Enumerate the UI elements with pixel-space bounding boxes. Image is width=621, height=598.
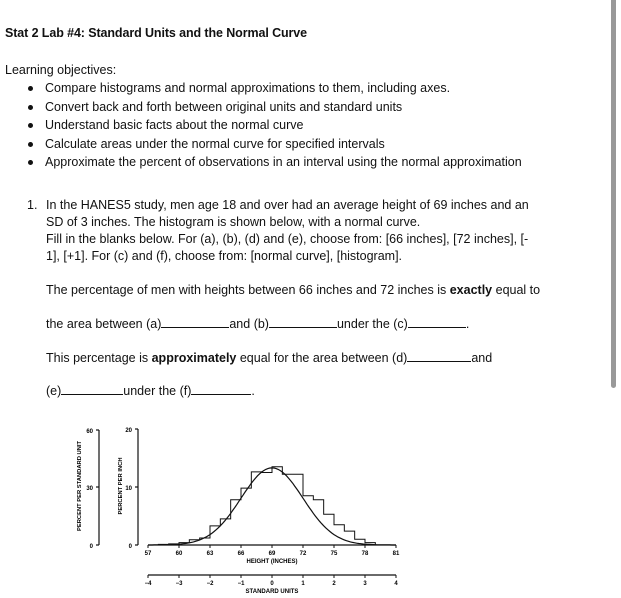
question-number: 1. [27, 198, 38, 212]
x-ticks-std [145, 575, 399, 587]
approx-statement: This percentage is approximately equal for the area between (d) and [46, 351, 493, 365]
x-std-tick-label: −4 [144, 581, 152, 587]
x-tick-label: 57 [144, 551, 152, 557]
x-tick-label: 69 [268, 551, 276, 557]
y-std-tick: 0 [89, 544, 93, 550]
blank-line-2: (e) under the (f) . [46, 384, 255, 398]
x-tick-label: 72 [299, 551, 307, 557]
exact-statement: The percentage of men with heights between 66 inches and 72 inches is exactly equal to [46, 283, 541, 297]
x-std-tick-label: 4 [394, 581, 398, 587]
vertical-scrollbar[interactable] [611, 0, 616, 388]
objective-item: Calculate areas under the normal curve for specified intervals [26, 135, 522, 154]
x-axis-label: HEIGHT (INCHES) [246, 559, 298, 565]
y-inch-label: PERCENT PER INCH [118, 457, 124, 515]
y-axis-std [96, 430, 99, 545]
blank-line-1: the area between (a) and (b) under the (c) . [46, 317, 470, 331]
y-inch-tick: 10 [125, 486, 132, 492]
question-line: Fill in the blanks below. For (a), (b), (d) and (e), choose from: [66 inches], [72 inches], [- [46, 232, 529, 246]
y-std-tick: 30 [86, 486, 93, 492]
objective-item: Approximate the percent of observations in an interval using the normal approximation [26, 153, 522, 172]
x-tick-label: 81 [392, 551, 400, 557]
y-std-label: PERCENT PER STANDARD UNIT [77, 440, 83, 532]
histogram-bars [158, 467, 375, 545]
x-tick-label: 63 [206, 551, 214, 557]
x-tick-label: 66 [237, 551, 245, 557]
question-line: 1], [+1]. For (c) and (f), choose from: [normal curve], [histogram]. [46, 249, 403, 263]
x-std-label: STANDARD UNITS [245, 589, 299, 595]
x-tick-label: 78 [361, 551, 369, 557]
x-std-tick-label: 2 [332, 581, 336, 587]
objective-item: Convert back and forth between original units and standard units [26, 98, 522, 117]
objectives-heading: Learning objectives: [5, 63, 117, 77]
objective-item: Compare histograms and normal approximations to them, including axes. [26, 79, 522, 98]
question-line: In the HANES5 study, men age 18 and over had an average height of 69 inches and an [46, 198, 529, 212]
normal-curve [148, 468, 396, 545]
objective-item: Understand basic facts about the normal curve [26, 116, 522, 135]
x-std-tick-label: −2 [206, 581, 214, 587]
page-title: Stat 2 Lab #4: Standard Units and the Normal Curve [5, 26, 308, 40]
x-std-tick-label: −3 [175, 581, 183, 587]
x-std-tick-label: 0 [270, 581, 274, 587]
x-tick-label: 60 [175, 551, 183, 557]
x-tick-label: 75 [330, 551, 338, 557]
x-std-tick-label: −1 [237, 581, 245, 587]
y-inch-tick: 20 [125, 428, 132, 434]
y-axis-inch [135, 429, 138, 545]
y-std-tick: 60 [86, 429, 93, 435]
question-line: SD of 3 inches. The histogram is shown below, with a normal curve. [46, 215, 421, 229]
y-inch-tick: 0 [128, 544, 132, 550]
x-std-tick-label: 3 [363, 581, 367, 587]
x-std-tick-label: 1 [301, 581, 305, 587]
x-ticks-height [145, 545, 400, 557]
